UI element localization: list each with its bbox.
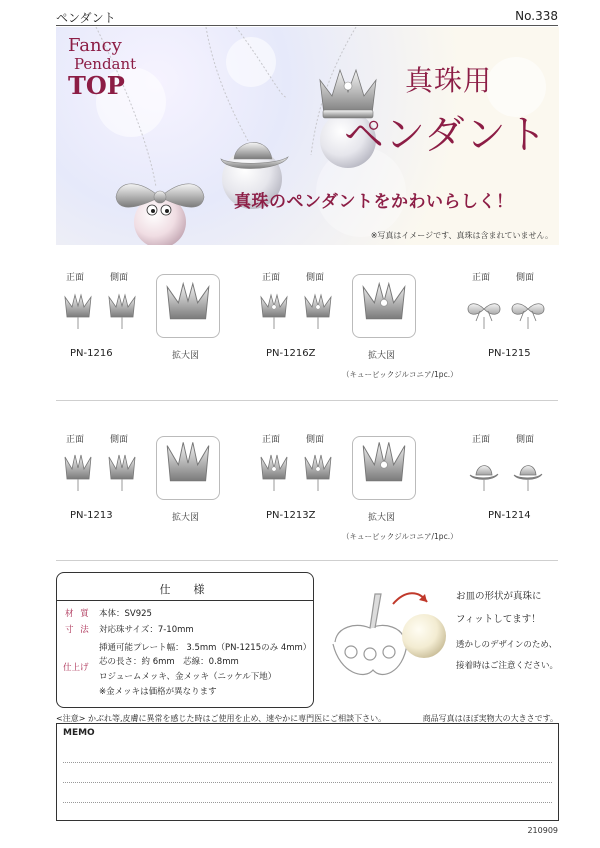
memo-line (63, 802, 552, 803)
front-view-image (60, 446, 96, 496)
product-code: PN-1216Z (266, 348, 316, 359)
side-view-image (510, 284, 546, 334)
enlarged-view-box (352, 274, 416, 338)
spec-key-size: 寸 法 (65, 625, 91, 635)
catalog-number: No.338 (515, 9, 558, 23)
memo-line (63, 782, 552, 783)
product-code: PN-1213Z (266, 510, 316, 521)
side-view-image (104, 446, 140, 496)
front-view-label: 正面 (472, 273, 491, 283)
fancy-pendant-logo: Fancy Pendant TOP (68, 35, 137, 100)
ribbon-pendant-illustration (116, 184, 204, 245)
front-view-label: 正面 (66, 435, 85, 445)
side-view-label: 側面 (306, 435, 325, 445)
enlarged-view-image (157, 275, 219, 337)
product-code: PN-1214 (488, 510, 531, 521)
enlarged-view-image (353, 275, 415, 337)
enlarged-view-label: 拡大図 (172, 513, 200, 523)
spec-value-plating: ロジュームメッキ、金メッキ（ニッケル下地） (99, 672, 277, 682)
spec-title-rule (57, 600, 313, 601)
front-view-label: 正面 (66, 273, 85, 283)
product-note: （キュービックジルコニア/1pc.） (342, 370, 458, 379)
side-view-label: 側面 (516, 273, 535, 283)
banner-pendant-images (56, 47, 316, 245)
spec-value-gold-note: ※金メッキは価格が異なります (99, 687, 217, 697)
spec-key-finish: 仕上げ (63, 663, 89, 673)
enlarged-view-label: 拡大図 (172, 351, 200, 361)
front-view-label: 正面 (262, 435, 281, 445)
spec-value-material: 本体：SV925 (99, 609, 152, 619)
enlarged-view-label: 拡大図 (368, 513, 396, 523)
spec-value-core: 芯の長さ：約 6mm 芯線：0.8mm (99, 657, 239, 667)
hero-banner (56, 27, 559, 245)
side-view-image (104, 284, 140, 334)
spec-title: 仕 様 (159, 583, 211, 596)
side-view-image (300, 284, 336, 334)
spec-box (56, 572, 314, 708)
enlarged-view-image (157, 437, 219, 499)
memo-line (63, 762, 552, 763)
spec-key-material: 材 質 (65, 609, 91, 619)
product-note: （キュービックジルコニア/1pc.） (342, 532, 458, 541)
memo-label: MEMO (63, 728, 95, 738)
enlarged-view-image (353, 437, 415, 499)
side-view-image (510, 446, 546, 496)
feature-line4: 接着時はご注意ください。 (456, 661, 559, 671)
banner-image-note: ※写真はイメージです、真珠は含まれていません。 (370, 231, 553, 240)
side-view-label: 側面 (516, 435, 535, 445)
memo-box[interactable] (56, 723, 559, 821)
section-divider (56, 560, 558, 561)
front-view-image (256, 446, 292, 496)
enlarged-view-box (352, 436, 416, 500)
page-header-title: ペンダント (56, 11, 116, 25)
feature-line2: フィットしてます！ (456, 614, 541, 625)
banner-heading-line2: ペンダント (344, 112, 548, 158)
product-code: PN-1216 (70, 348, 113, 359)
caution-text: <注意> かぶれ等,皮膚に異常を感じた時はご使用を止め、速やかに専門医にご相談下さい。 (56, 714, 387, 723)
banner-catchphrase: 真珠のペンダントをかわいらしく！ (234, 192, 514, 212)
feature-line3: 透かしのデザインのため、 (456, 640, 558, 650)
header-rule (56, 25, 558, 26)
front-view-label: 正面 (472, 435, 491, 445)
front-view-image (466, 284, 502, 334)
product-code: PN-1215 (488, 348, 531, 359)
spec-value-size: 対応珠サイズ：7-10mm (99, 625, 194, 635)
section-divider (56, 400, 558, 401)
side-view-image (300, 446, 336, 496)
side-view-label: 側面 (306, 273, 325, 283)
document-code: 210909 (527, 826, 558, 835)
spec-value-plate: 挿通可能プレート幅： 3.5mm（PN-1215のみ 4mm） (99, 643, 312, 653)
enlarged-view-label: 拡大図 (368, 351, 396, 361)
enlarged-view-box (156, 436, 220, 500)
front-view-label: 正面 (262, 273, 281, 283)
side-view-label: 側面 (110, 435, 129, 445)
product-code: PN-1213 (70, 510, 113, 521)
banner-heading-line1: 真珠用 (405, 64, 493, 97)
feature-line1: お皿の形状が真珠に (456, 591, 542, 602)
front-view-image (256, 284, 292, 334)
side-view-label: 側面 (110, 273, 129, 283)
pearl-illustration (400, 612, 450, 662)
front-view-image (466, 446, 502, 496)
front-view-image (60, 284, 96, 334)
enlarged-view-box (156, 274, 220, 338)
scale-note: 商品写真はほぼ実物大の大きさです。 (422, 714, 558, 723)
